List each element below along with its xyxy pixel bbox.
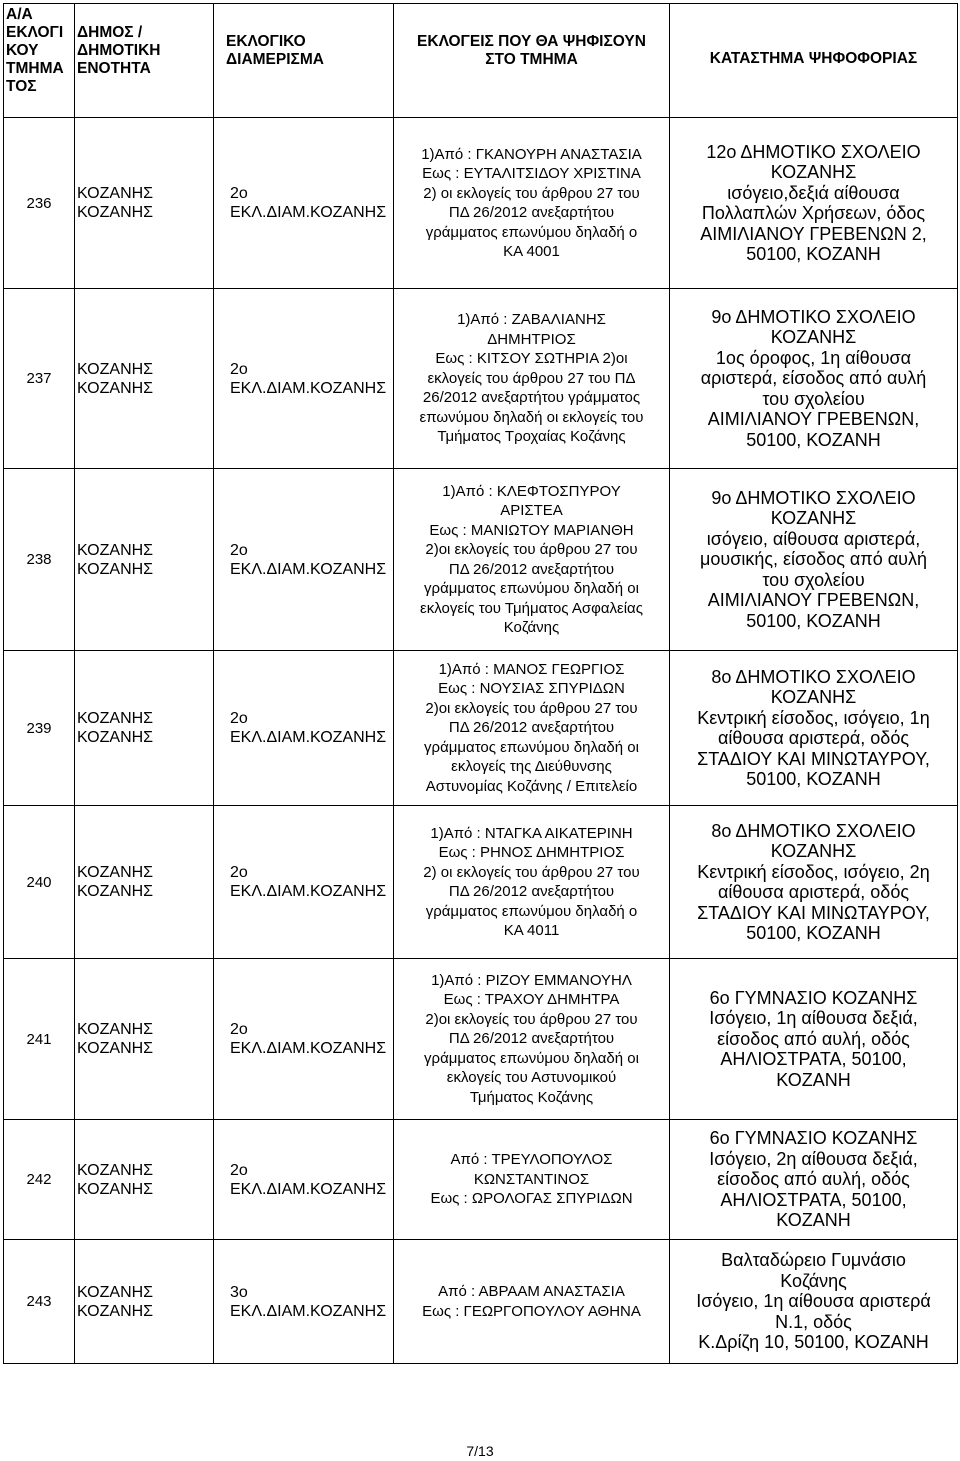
district-cell: 2ο ΕΚΛ.ΔΙΑΜ.ΚΟΖΑΝΗΣ (214, 469, 394, 651)
municipality-cell: ΚΟΖΑΝΗΣ ΚΟΖΑΝΗΣ (75, 1240, 214, 1364)
header-polling-station: ΚΑΤΑΣΤΗΜΑ ΨΗΦΟΦΟΡΙΑΣ (670, 4, 958, 118)
section-number: 236 (4, 118, 75, 289)
polling-station-cell: Βαλταδώρειο Γυμνάσιο Κοζάνης Ισόγειο, 1η αίθουσα αριστερά Ν.1, οδός Κ.Δρίζη 10, 50100, ΚΟΖΑΝΗ (670, 1240, 958, 1364)
municipality-cell: ΚΟΖΑΝΗΣ ΚΟΖΑΝΗΣ (75, 806, 214, 959)
polling-stations-table (3, 3, 958, 1364)
district-cell: 2ο ΕΚΛ.ΔΙΑΜ.ΚΟΖΑΝΗΣ (214, 289, 394, 469)
elections-cell: 1)Από : ΡΙΖΟΥ ΕΜΜΑΝΟΥΗΛ Εως : ΤΡΑΧΟΥ ΔΗΜΗΤΡΑ 2)οι εκλογείς του άρθρου 27 του ΠΔ 26/2012 ανεξαρτήτου γράμματος επωνύμου δηλαδή οι εκλογείς του Αστυνομικού Τμήματος Κοζάνης (394, 959, 670, 1120)
district-cell: 2ο ΕΚΛ.ΔΙΑΜ.ΚΟΖΑΝΗΣ (214, 118, 394, 289)
table-row (4, 469, 958, 651)
table-row (4, 1120, 958, 1240)
polling-station-cell: 9ο ΔΗΜΟΤΙΚΟ ΣΧΟΛΕΙΟ ΚΟΖΑΝΗΣ 1ος όροφος, 1η αίθουσα αριστερά, είσοδος από αυλή του σχολείου ΑΙΜΙΛΙΑΝΟΥ ΓΡΕΒΕΝΩΝ, 50100, ΚΟΖΑΝΗ (670, 289, 958, 469)
header-row (4, 4, 958, 118)
section-number: 243 (4, 1240, 75, 1364)
section-number: 241 (4, 959, 75, 1120)
section-number: 238 (4, 469, 75, 651)
elections-cell: 1)Από : ΝΤΑΓΚΑ ΑΙΚΑΤΕΡΙΝΗ Εως : ΡΗΝΟΣ ΔΗΜΗΤΡΙΟΣ 2) οι εκλογείς του άρθρου 27 του ΠΔ 26/2012 ανεξαρτήτου γράμματος επωνύμου δηλαδή ο ΚΑ 4011 (394, 806, 670, 959)
table-row (4, 959, 958, 1120)
municipality-cell: ΚΟΖΑΝΗΣ ΚΟΖΑΝΗΣ (75, 1120, 214, 1240)
elections-cell: 1)Από : ΖΑΒΑΛΙΑΝΗΣ ΔΗΜΗΤΡΙΟΣ Εως : ΚΙΤΣΟΥ ΣΩΤΗΡΙΑ 2)οι εκλογείς του άρθρου 27 του ΠΔ 26/2012 ανεξαρτήτου γράμματος επωνύμου δηλαδή οι εκλογείς του Τμήματος Τροχαίας Κοζάνης (394, 289, 670, 469)
table-row (4, 651, 958, 806)
table-row (4, 118, 958, 289)
elections-cell: 1)Από : ΜΑΝΟΣ ΓΕΩΡΓΙΟΣ Εως : ΝΟΥΣΙΑΣ ΣΠΥΡΙΔΩΝ 2)οι εκλογείς του άρθρου 27 του ΠΔ 26/2012 ανεξαρτήτου γράμματος επωνύμου δηλαδή οι εκλογείς της Διεύθυνσης Αστυνομίας Κοζάνης / Επιτελείο (394, 651, 670, 806)
header-section-number: Α/Α ΕΚΛΟΓΙ ΚΟΥ ΤΜΗΜΑ ΤΟΣ (4, 4, 75, 118)
header-elections: ΕΚΛΟΓΕΙΣ ΠΟΥ ΘΑ ΨΗΦΙΣΟΥΝ ΣΤΟ ΤΜΗΜΑ (394, 4, 670, 118)
section-number: 240 (4, 806, 75, 959)
section-number: 237 (4, 289, 75, 469)
polling-station-cell: 9ο ΔΗΜΟΤΙΚΟ ΣΧΟΛΕΙΟ ΚΟΖΑΝΗΣ ισόγειο, αίθουσα αριστερά, μουσικής, είσοδος από αυλή του σχολείου ΑΙΜΙΛΙΑΝΟΥ ΓΡΕΒΕΝΩΝ, 50100, ΚΟΖΑΝΗ (670, 469, 958, 651)
municipality-cell: ΚΟΖΑΝΗΣ ΚΟΖΑΝΗΣ (75, 959, 214, 1120)
polling-station-cell: 8ο ΔΗΜΟΤΙΚΟ ΣΧΟΛΕΙΟ ΚΟΖΑΝΗΣ Κεντρική είσοδος, ισόγειο, 1η αίθουσα αριστερά, οδός ΣΤΑΔΙΟΥ ΚΑΙ ΜΙΝΩΤΑΥΡΟΥ, 50100, ΚΟΖΑΝΗ (670, 651, 958, 806)
district-cell: 2ο ΕΚΛ.ΔΙΑΜ.ΚΟΖΑΝΗΣ (214, 806, 394, 959)
header-municipality: ΔΗΜΟΣ / ΔΗΜΟΤΙΚΗ ΕΝΟΤΗΤΑ (75, 4, 214, 118)
municipality-cell: ΚΟΖΑΝΗΣ ΚΟΖΑΝΗΣ (75, 289, 214, 469)
table-row (4, 1240, 958, 1364)
polling-station-cell: 8ο ΔΗΜΟΤΙΚΟ ΣΧΟΛΕΙΟ ΚΟΖΑΝΗΣ Κεντρική είσοδος, ισόγειο, 2η αίθουσα αριστερά, οδός ΣΤΑΔΙΟΥ ΚΑΙ ΜΙΝΩΤΑΥΡΟΥ, 50100, ΚΟΖΑΝΗ (670, 806, 958, 959)
table-row (4, 289, 958, 469)
municipality-cell: ΚΟΖΑΝΗΣ ΚΟΖΑΝΗΣ (75, 469, 214, 651)
section-number: 242 (4, 1120, 75, 1240)
district-cell: 2ο ΕΚΛ.ΔΙΑΜ.ΚΟΖΑΝΗΣ (214, 651, 394, 806)
header-electoral-district: ΕΚΛΟΓΙΚΟ ΔΙΑΜΕΡΙΣΜΑ (214, 4, 394, 118)
district-cell: 2ο ΕΚΛ.ΔΙΑΜ.ΚΟΖΑΝΗΣ (214, 959, 394, 1120)
elections-cell: Από : ΑΒΡΑΑΜ ΑΝΑΣΤΑΣΙΑ Εως : ΓΕΩΡΓΟΠΟΥΛΟΥ ΑΘΗΝΑ (394, 1240, 670, 1364)
elections-cell: 1)Από : ΚΛΕΦΤΟΣΠΥΡΟΥ ΑΡΙΣΤΕΑ Εως : ΜΑΝΙΩΤΟΥ ΜΑΡΙΑΝΘΗ 2)οι εκλογείς του άρθρου 27 του ΠΔ 26/2012 ανεξαρτήτου γράμματος επωνύμου δηλαδή οι εκλογείς του Τμήματος Ασφαλείας Κοζάνης (394, 469, 670, 651)
elections-cell: 1)Από : ΓΚΑΝΟΥΡΗ ΑΝΑΣΤΑΣΙΑ Εως : ΕΥΤΑΛΙΤΣΙΔΟΥ ΧΡΙΣΤΙΝΑ 2) οι εκλογείς του άρθρου 27 του ΠΔ 26/2012 ανεξαρτήτου γράμματος επωνύμου δηλαδή ο ΚΑ 4001 (394, 118, 670, 289)
page-number: 7/13 (466, 1443, 494, 1459)
section-number: 239 (4, 651, 75, 806)
municipality-cell: ΚΟΖΑΝΗΣ ΚΟΖΑΝΗΣ (75, 651, 214, 806)
elections-cell: Από : ΤΡΕΥΛΟΠΟΥΛΟΣ ΚΩΝΣΤΑΝΤΙΝΟΣ Εως : ΩΡΟΛΟΓΑΣ ΣΠΥΡΙΔΩΝ (394, 1120, 670, 1240)
polling-station-cell: 6ο ΓΥΜΝΑΣΙΟ ΚΟΖΑΝΗΣ Ισόγειο, 2η αίθουσα δεξιά, είσοδος από αυλή, οδός ΑΗΛΙΟΣΤΡΑΤΑ, 50100, ΚΟΖΑΝΗ (670, 1120, 958, 1240)
district-cell: 3ο ΕΚΛ.ΔΙΑΜ.ΚΟΖΑΝΗΣ (214, 1240, 394, 1364)
district-cell: 2ο ΕΚΛ.ΔΙΑΜ.ΚΟΖΑΝΗΣ (214, 1120, 394, 1240)
municipality-cell: ΚΟΖΑΝΗΣ ΚΟΖΑΝΗΣ (75, 118, 214, 289)
polling-station-cell: 6ο ΓΥΜΝΑΣΙΟ ΚΟΖΑΝΗΣ Ισόγειο, 1η αίθουσα δεξιά, είσοδος από αυλή, οδός ΑΗΛΙΟΣΤΡΑΤΑ, 50100, ΚΟΖΑΝΗ (670, 959, 958, 1120)
table-row (4, 806, 958, 959)
polling-station-cell: 12ο ΔΗΜΟΤΙΚΟ ΣΧΟΛΕΙΟ ΚΟΖΑΝΗΣ ισόγειο,δεξιά αίθουσα Πολλαπλών Χρήσεων, όδος ΑΙΜΙΛΙΑΝΟΥ ΓΡΕΒΕΝΩΝ 2, 50100, ΚΟΖΑΝΗ (670, 118, 958, 289)
